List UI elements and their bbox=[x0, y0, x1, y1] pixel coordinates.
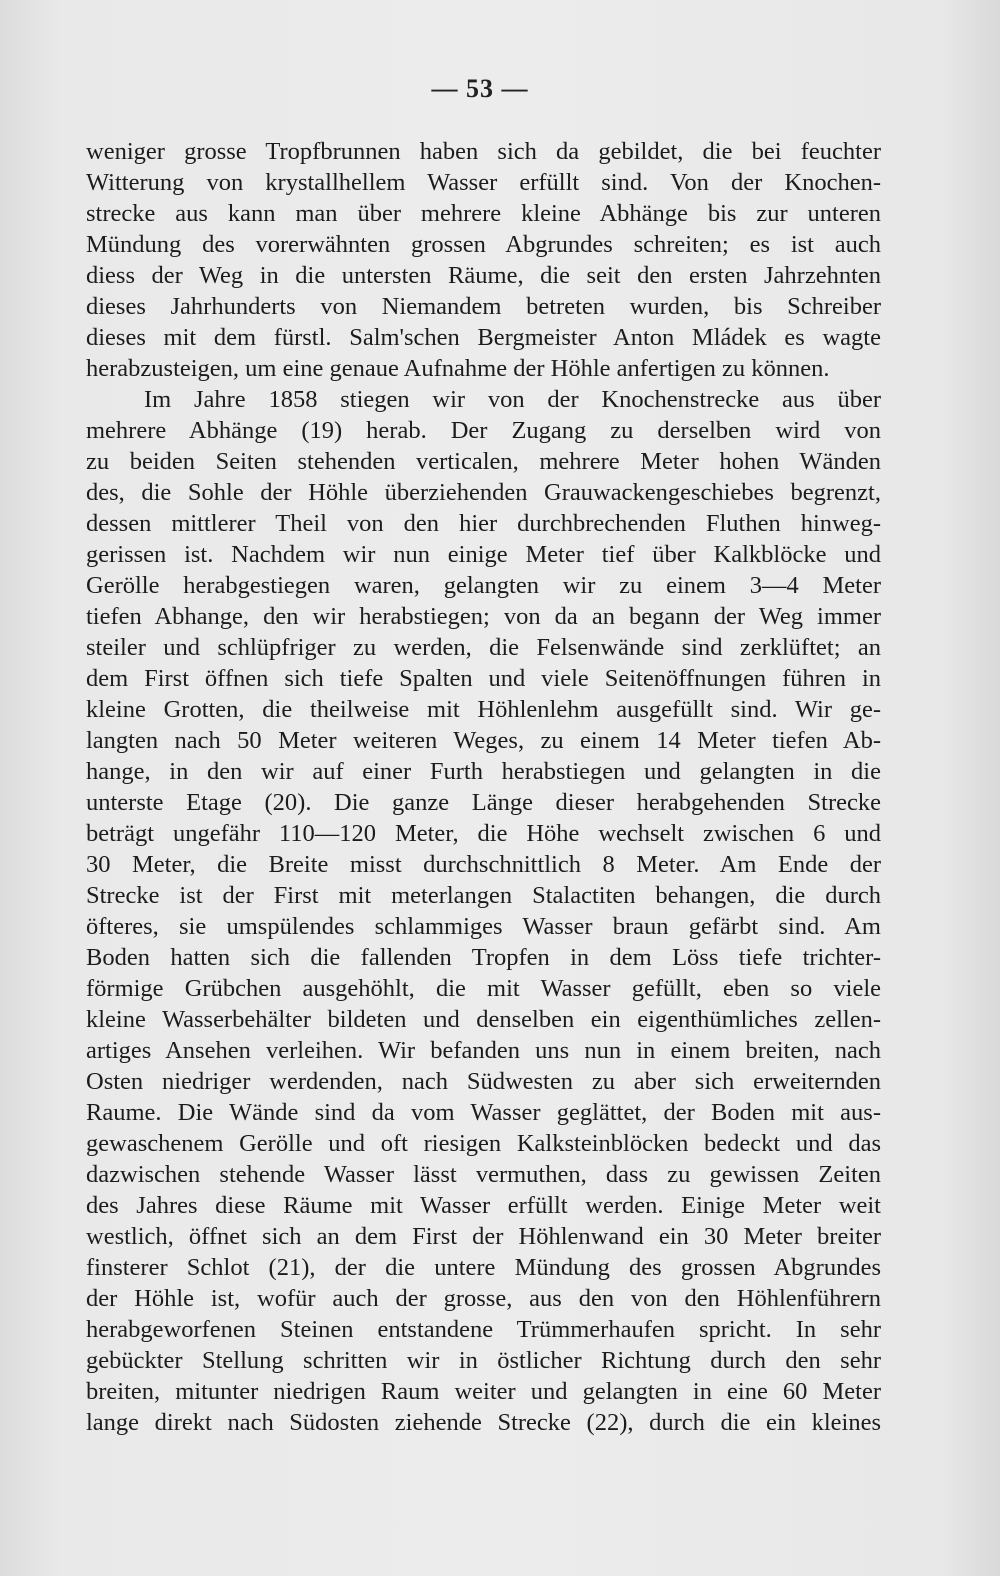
text-line: Witterung von krystallhellem Wasser erfüllt sind. Von der Knochen- bbox=[86, 169, 881, 196]
text-line: mehrere Abhänge (19) herab. Der Zugang zu derselben wird von bbox=[86, 417, 881, 444]
text-line: gerissen ist. Nachdem wir nun einige Meter tief über Kalkblöcke und bbox=[86, 541, 881, 568]
text-line: herabgeworfenen Steinen entstandene Trümmerhaufen spricht. In sehr bbox=[86, 1316, 881, 1343]
text-line: dessen mittlerer Theil von den hier durchbrechenden Fluthen hinweg- bbox=[86, 510, 881, 537]
text-line: 30 Meter, die Breite misst durchschnittlich 8 Meter. Am Ende der bbox=[86, 851, 881, 878]
text-line: dem First öffnen sich tiefe Spalten und viele Seitenöffnungen führen in bbox=[86, 665, 881, 692]
text-line: finsterer Schlot (21), der die untere Mündung des grossen Abgrundes bbox=[86, 1254, 881, 1281]
text-line: langten nach 50 Meter weiteren Weges, zu einem 14 Meter tiefen Ab- bbox=[86, 727, 881, 754]
text-line: breiten, mitunter niedrigen Raum weiter und gelangten in eine 60 Meter bbox=[86, 1378, 881, 1405]
text-line: hange, in den wir auf einer Furth herabstiegen und gelangten in die bbox=[86, 758, 881, 785]
text-line: lange direkt nach Südosten ziehende Strecke (22), durch die ein kleines bbox=[86, 1409, 881, 1436]
text-line: des, die Sohle der Höhle überziehenden Grauwackengeschiebes begrenzt, bbox=[86, 479, 881, 506]
text-line: des Jahres diese Räume mit Wasser erfüllt werden. Einige Meter weit bbox=[86, 1192, 881, 1219]
text-line: dieses Jahrhunderts von Niemandem betreten wurden, bis Schreiber bbox=[86, 293, 881, 320]
text-line: öfteres, sie umspülendes schlammiges Wasser braun gefärbt sind. Am bbox=[86, 913, 881, 940]
text-line: der Höhle ist, wofür auch der grosse, aus den von den Höhlenführern bbox=[86, 1285, 881, 1312]
text-line: dieses mit dem fürstl. Salm'schen Bergmeister Anton Mládek es wagte bbox=[86, 324, 881, 351]
text-line: Osten niedriger werdenden, nach Südwesten zu aber sich erweiternden bbox=[86, 1068, 881, 1095]
text-line: Strecke ist der First mit meterlangen Stalactiten behangen, die durch bbox=[86, 882, 881, 909]
text-line: unterste Etage (20). Die ganze Länge dieser herabgehenden Strecke bbox=[86, 789, 881, 816]
text-line: beträgt ungefähr 110—120 Meter, die Höhe wechselt zwischen 6 und bbox=[86, 820, 881, 847]
text-line: artiges Ansehen verleihen. Wir befanden uns nun in einem breiten, nach bbox=[86, 1037, 881, 1064]
text-line: Im Jahre 1858 stiegen wir von der Knochenstrecke aus über bbox=[144, 386, 881, 413]
text-line: strecke aus kann man über mehrere kleine Abhänge bis zur unteren bbox=[86, 200, 881, 227]
text-line: tiefen Abhange, den wir herabstiegen; von da an begann der Weg immer bbox=[86, 603, 881, 630]
text-line: Raume. Die Wände sind da vom Wasser geglättet, der Boden mit aus- bbox=[86, 1099, 881, 1126]
text-line: westlich, öffnet sich an dem First der Höhlenwand ein 30 Meter breiter bbox=[86, 1223, 881, 1250]
text-line: diess der Weg in die untersten Räume, die seit den ersten Jahrzehnten bbox=[86, 262, 881, 289]
text-line: weniger grosse Tropfbrunnen haben sich da gebildet, die bei feuchter bbox=[86, 138, 881, 165]
text-line: gebückter Stellung schritten wir in östlicher Richtung durch den sehr bbox=[86, 1347, 881, 1374]
text-line: Boden hatten sich die fallenden Tropfen in dem Löss tiefe trichter- bbox=[86, 944, 881, 971]
text-line: Gerölle herabgestiegen waren, gelangten wir zu einem 3—4 Meter bbox=[86, 572, 881, 599]
text-line: gewaschenem Gerölle und oft riesigen Kalksteinblöcken bedeckt und das bbox=[86, 1130, 881, 1157]
text-line: steiler und schlüpfriger zu werden, die Felsenwände sind zerklüftet; an bbox=[86, 634, 881, 661]
text-line: kleine Grotten, die theilweise mit Höhlenlehm ausgefüllt sind. Wir ge- bbox=[86, 696, 881, 723]
text-line: förmige Grübchen ausgehöhlt, die mit Wasser gefüllt, eben so viele bbox=[86, 975, 881, 1002]
body-text bbox=[86, 136, 881, 1438]
text-line: dazwischen stehende Wasser lässt vermuthen, dass zu gewissen Zeiten bbox=[86, 1161, 881, 1188]
text-line: zu beiden Seiten stehenden verticalen, mehrere Meter hohen Wänden bbox=[86, 448, 881, 475]
page-number: — 53 — bbox=[431, 74, 529, 103]
text-line: Mündung des vorerwähnten grossen Abgrundes schreiten; es ist auch bbox=[86, 231, 881, 258]
text-line: herabzusteigen, um eine genaue Aufnahme der Höhle anfertigen zu können. bbox=[86, 355, 830, 382]
text-line: kleine Wasserbehälter bildeten und denselben ein eigenthümliches zellen- bbox=[86, 1006, 881, 1033]
